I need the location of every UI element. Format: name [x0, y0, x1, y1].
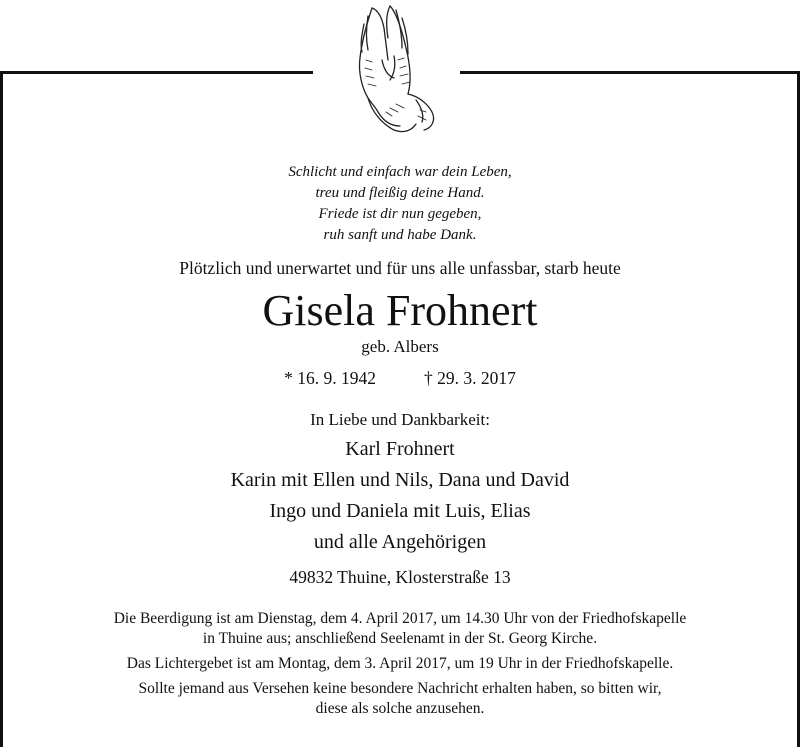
birth-date: * 16. 9. 1942 [284, 368, 376, 388]
poem [0, 162, 800, 246]
notice-line: Die Beerdigung ist am Dienstag, dem 4. April 2017, um 14.30 Uhr von der Friedhofskapelle [113, 610, 687, 627]
closing-notice [0, 679, 800, 719]
mourner-line: und alle Angehörigen [313, 531, 487, 553]
intro-text: Plötzlich und unerwartet und für uns alle unfassbar, starb heute [179, 258, 621, 278]
death-date: † 29. 3. 2017 [424, 368, 516, 388]
prayer-notice [0, 654, 800, 674]
funeral-notice [0, 609, 800, 649]
mourner-line: Karin mit Ellen und Nils, Dana und David [230, 469, 570, 491]
poem-line: treu und fleißig deine Hand. [315, 185, 485, 201]
frame-top-right-line [460, 71, 800, 74]
maiden-name: geb. Albers [361, 337, 439, 356]
mourners-lead: In Liebe und Dankbarkeit: [310, 410, 490, 429]
notice-line: Das Lichtergebet ist am Montag, dem 3. April 2017, um 19 Uhr in der Friedhofskapelle. [126, 655, 674, 672]
notice-line: in Thuine aus; anschließend Seelenamt in der St. Georg Kirche. [202, 630, 598, 647]
mourner-line: Karl Frohnert [345, 438, 455, 460]
life-dates [0, 368, 800, 389]
address: 49832 Thuine, Klosterstraße 13 [289, 567, 511, 587]
poem-line: ruh sanft und habe Dank. [323, 227, 477, 243]
frame-top-left-line [0, 71, 313, 74]
deceased-name: Gisela Frohnert [262, 286, 538, 335]
mourners-list [0, 434, 800, 558]
praying-hands-icon [332, 0, 452, 140]
poem-line: Schlicht und einfach war dein Leben, [288, 164, 512, 180]
poem-line: Friede ist dir nun gegeben, [318, 206, 482, 222]
notice-line: Sollte jemand aus Versehen keine besondere Nachricht erhalten haben, so bitten wir, [138, 680, 662, 697]
notice-line: diese als solche anzusehen. [315, 700, 485, 717]
mourner-line: Ingo und Daniela mit Luis, Elias [269, 500, 531, 522]
